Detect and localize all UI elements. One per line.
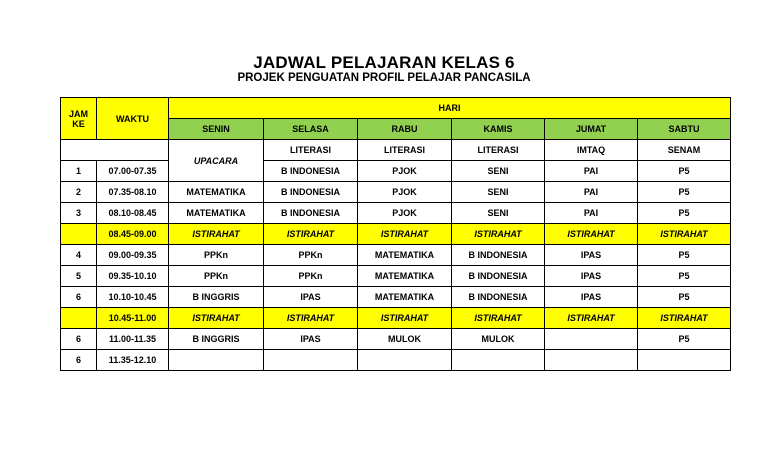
day-header-kamis: KAMIS [452,119,545,140]
jam-cell: 6 [61,287,97,308]
break-cell: ISTIRAHAT [264,224,358,245]
table-cell: MATEMATIKA [358,287,452,308]
break-row [61,224,731,245]
table-cell: B INDONESIA [452,245,545,266]
break-cell: ISTIRAHAT [169,308,264,329]
waktu-cell: 10.10-10.45 [97,287,169,308]
break-cell: ISTIRAHAT [638,308,731,329]
table-cell: PAI [545,203,638,224]
break-row [61,308,731,329]
break-cell: ISTIRAHAT [358,308,452,329]
waktu-cell: 10.45-11.00 [97,308,169,329]
table-cell: SENI [452,161,545,182]
table-cell: B INGGRIS [169,287,264,308]
table-cell: B INDONESIA [264,203,358,224]
table-row [61,161,731,182]
jam-cell: 5 [61,266,97,287]
table-cell [638,350,731,371]
waktu-cell: 11.00-11.35 [97,329,169,350]
table-cell: P5 [638,203,731,224]
table-cell: LITERASI [264,140,358,161]
table-cell [264,350,358,371]
waktu-cell: 08.10-08.45 [97,203,169,224]
page-subtitle: PROJEK PENGUATAN PROFIL PELAJAR PANCASILA [237,72,531,84]
waktu-cell: 07.00-07.35 [97,161,169,182]
break-cell: ISTIRAHAT [638,224,731,245]
table-cell: P5 [638,266,731,287]
table-cell [452,350,545,371]
table-cell: P5 [638,182,731,203]
table-cell: PAI [545,161,638,182]
table-cell: PPKn [169,266,264,287]
jam-cell [61,308,97,329]
break-cell: ISTIRAHAT [545,308,638,329]
table-cell: B INDONESIA [452,266,545,287]
table-cell: IPAS [545,287,638,308]
table-cell: P5 [638,161,731,182]
waktu-header: WAKTU [97,98,169,140]
waktu-cell: 11.35-12.10 [97,350,169,371]
table-row [61,329,731,350]
day-header-jumat: JUMAT [545,119,638,140]
table-cell: PJOK [358,182,452,203]
break-cell: ISTIRAHAT [452,308,545,329]
jam-cell: 6 [61,329,97,350]
table-cell: IPAS [545,245,638,266]
table-cell [358,350,452,371]
table-cell: SENI [452,182,545,203]
table-cell: MATEMATIKA [169,182,264,203]
table-cell: B INDONESIA [452,287,545,308]
table-row [61,266,731,287]
jam-cell: 4 [61,245,97,266]
break-cell: ISTIRAHAT [452,224,545,245]
table-cell: PPKn [264,245,358,266]
table-cell: MATEMATIKA [358,245,452,266]
table-cell: IPAS [545,266,638,287]
day-header-selasa: SELASA [264,119,358,140]
table-cell [545,350,638,371]
table-row [61,140,731,161]
table-cell: P5 [638,245,731,266]
table-cell: IPAS [264,287,358,308]
table-cell: P5 [638,287,731,308]
table-cell: LITERASI [358,140,452,161]
table-row [61,203,731,224]
jam-ke-header: JAM KE [61,98,97,140]
waktu-cell: 07.35-08.10 [97,182,169,203]
empty-cell [61,140,169,161]
jam-cell: 6 [61,350,97,371]
table-cell: MULOK [358,329,452,350]
day-header-rabu: RABU [358,119,452,140]
table-cell: B INDONESIA [264,161,358,182]
table-cell: PPKn [169,245,264,266]
table-cell: B INDONESIA [264,182,358,203]
jam-cell: 3 [61,203,97,224]
table-cell: IPAS [264,329,358,350]
table-cell: MATEMATIKA [169,203,264,224]
break-cell: ISTIRAHAT [358,224,452,245]
jam-cell: 1 [61,161,97,182]
waktu-cell: 08.45-09.00 [97,224,169,245]
table-cell: IMTAQ [545,140,638,161]
day-header-sabtu: SABTU [638,119,731,140]
upacara-cell: UPACARA [169,140,264,182]
jam-cell: 2 [61,182,97,203]
table-row [61,287,731,308]
table-cell: P5 [638,329,731,350]
hari-header: HARI [169,98,731,119]
table-cell: PJOK [358,161,452,182]
page-title: JADWAL PELAJARAN KELAS 6 [253,53,515,72]
table-cell: MULOK [452,329,545,350]
table-cell: B INGGRIS [169,329,264,350]
jam-cell [61,224,97,245]
table-cell: SENI [452,203,545,224]
schedule-table [60,97,731,371]
table-cell: MATEMATIKA [358,266,452,287]
table-cell: LITERASI [452,140,545,161]
break-cell: ISTIRAHAT [545,224,638,245]
waktu-cell: 09.35-10.10 [97,266,169,287]
day-header-senin: SENIN [169,119,264,140]
table-cell [169,350,264,371]
table-cell: PPKn [264,266,358,287]
table-row [61,245,731,266]
table-row [61,350,731,371]
table-cell: SENAM [638,140,731,161]
waktu-cell: 09.00-09.35 [97,245,169,266]
table-cell [545,329,638,350]
table-cell: PAI [545,182,638,203]
table-row [61,182,731,203]
table-cell: PJOK [358,203,452,224]
break-cell: ISTIRAHAT [169,224,264,245]
break-cell: ISTIRAHAT [264,308,358,329]
